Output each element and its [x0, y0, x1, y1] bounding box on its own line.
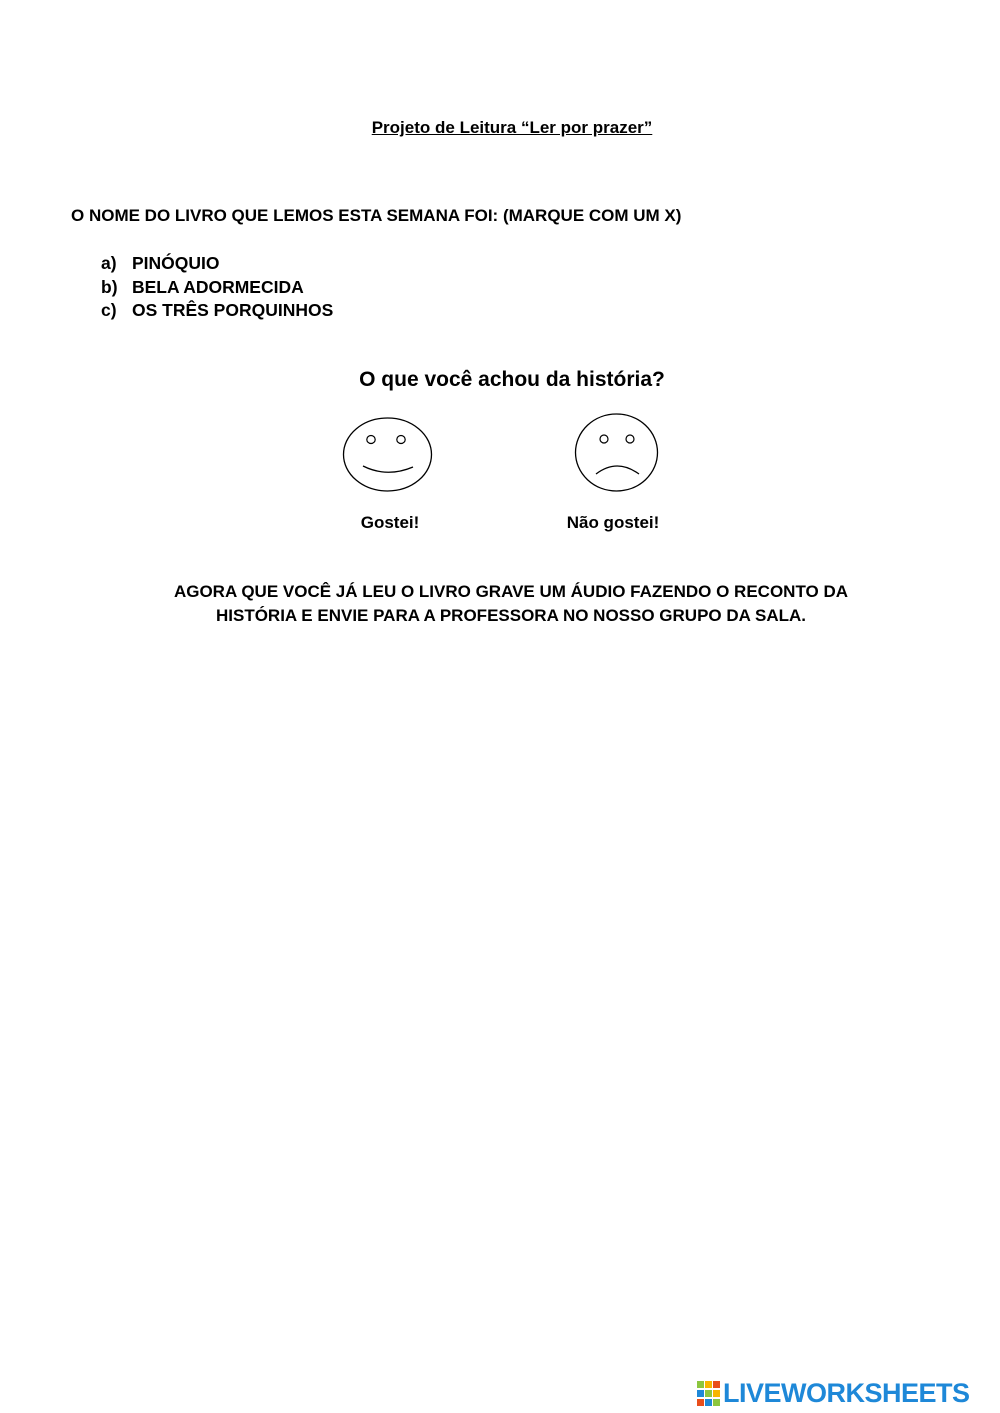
option-letter: c) [101, 300, 117, 320]
happy-face-icon[interactable] [341, 416, 434, 493]
book-options-list [101, 252, 333, 323]
brand-name: LIVEWORKSHEETS [723, 1378, 970, 1408]
feedback-title: O que você achou da história? [359, 368, 665, 391]
instruction-text [0, 580, 1000, 627]
liveworksheets-brand [697, 1378, 970, 1409]
liveworksheets-logo-icon [697, 1381, 721, 1407]
liked-label: Gostei! [360, 513, 420, 532]
option-label: PINÓQUIO [132, 253, 220, 273]
option-label: OS TRÊS PORQUINHOS [132, 300, 334, 320]
sad-face-icon[interactable] [573, 412, 660, 493]
question-text: O NOME DO LIVRO QUE LEMOS ESTA SEMANA FOI: (MARQUE COM UM X) [71, 206, 682, 225]
instruction-line-1: AGORA QUE VOCÊ JÁ LEU O LIVRO GRAVE UM ÁUDIO FAZENDO O RECONTO DA [173, 582, 849, 601]
option-item-a[interactable] [101, 252, 333, 276]
option-letter: b) [101, 276, 118, 297]
page-title: Projeto de Leitura “Ler por prazer” [371, 118, 653, 137]
disliked-label: Não gostei! [566, 513, 660, 532]
option-letter: a) [101, 253, 117, 273]
instruction-line-2: HISTÓRIA E ENVIE PARA A PROFESSORA NO NOSSO GRUPO DA SALA. [215, 605, 807, 625]
option-item-b[interactable] [101, 276, 333, 300]
option-item-c[interactable] [101, 299, 333, 323]
option-label: BELA ADORMECIDA [132, 276, 304, 297]
